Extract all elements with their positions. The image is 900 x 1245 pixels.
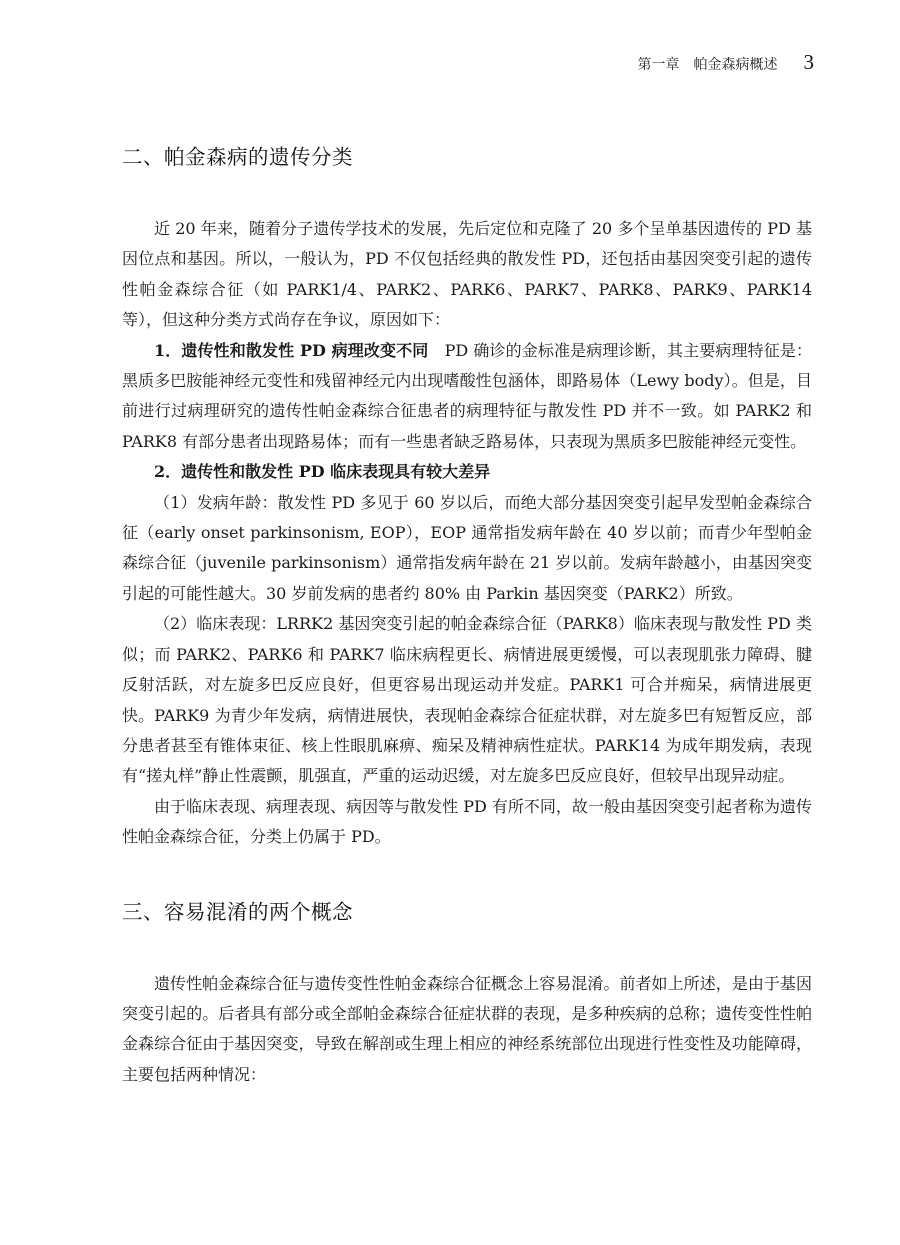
paragraph-point-2 — [122, 457, 812, 487]
page-number: 3 — [803, 50, 814, 74]
point-1-body: PD 确诊的金标准是病理诊断，其主要病理特征是：黑质多巴胺能神经元变性和残留神经元内出现嗜酸性包涵体，即路易体（Lewy body）。但是，目前进行过病理研究的遗传性帕金森综合征患者的病理特征与散发性 PD 并不一致。如 PARK2 和 PARK8 有部分患者出现路易体；而有一些患者缺乏路易体，只表现为黑质多巴胺能神经元变性。 — [122, 340, 812, 451]
paragraph-onset-age: （1）发病年龄：散发性 PD 多见于 60 岁以后，而绝大部分基因突变引起早发型帕金森综合征（early onset parkinsonism, EOP），EOP 通常指发病年龄在 40 岁以前；而青少年型帕金森综合征（juvenile parkinsonism）通常指发病年龄在 21 岁以前。发病年龄越小，由基因突变引起的可能性越大。30 岁前发病的患者约 80% 由 Parkin 基因突变（PARK2）所致。 — [122, 492, 812, 603]
section-title-confusing-concepts: 三、容易混淆的两个概念 — [122, 899, 353, 924]
paragraph-concepts: 遗传性帕金森综合征与遗传变性性帕金森综合征概念上容易混淆。前者如上所述，是由于基因突变引起的。后者具有部分或全部帕金森综合征症状群的表现，是多种疾病的总称；遗传变性性帕金森综合征由于基因突变，导致在解剖或生理上相应的神经系统部位出现进行性变性及功能障碍，主要包括两种情况： — [122, 973, 812, 1084]
running-header — [638, 50, 815, 75]
paragraph-point-1 — [122, 336, 812, 458]
point-2-heading: 2．遗传性和散发性 PD 临床表现具有较大差异 — [154, 462, 491, 482]
paragraph-conclusion: 由于临床表现、病理表现、病因等与散发性 PD 有所不同，故一般由基因突变引起者称为遗传性帕金森综合征，分类上仍属于 PD。 — [122, 796, 812, 847]
chapter-title: 第一章 帕金森病概述 — [637, 57, 778, 73]
page-body — [122, 140, 812, 1090]
paragraph-intro: 近 20 年来，随着分子遗传学技术的发展，先后定位和克隆了 20 多个呈单基因遗传的 PD 基因位点和基因。所以，一般认为，PD 不仅包括经典的散发性 PD，还包括由基因突变引起的遗传性帕金森综合征（如 PARK1/4、PARK2、PARK6、PARK7、PARK8、PARK9、PARK14 等），但这种分类方式尚存在争议，原因如下： — [122, 219, 812, 330]
point-1-heading: 1．遗传性和散发性 PD 病理改变不同 — [154, 340, 429, 360]
paragraph-clinical-features: （2）临床表现：LRRK2 基因突变引起的帕金森综合征（PARK8）临床表现与散发性 PD 类似；而 PARK2、PARK6 和 PARK7 临床病程更长、病情进展更缓慢，可以表现肌张力障碍、腱反射活跃，对左旋多巴反应良好，但更容易出现运动并发症。PARK1 可合并痴呆，病情进展更快。PARK9 为青少年发病，病情进展快，表现帕金森综合征症状群，对左旋多巴有短暂反应，部分患者甚至有锥体束征、核上性眼肌麻痹、痴呆及精神病性症状。PARK14 为成年期发病，表现有“搓丸样”静止性震颤，肌强直，严重的运动迟缓，对左旋多巴反应良好，但较早出现异动症。 — [122, 614, 812, 786]
section-title-genetic-classification: 二、帕金森病的遗传分类 — [122, 145, 353, 169]
